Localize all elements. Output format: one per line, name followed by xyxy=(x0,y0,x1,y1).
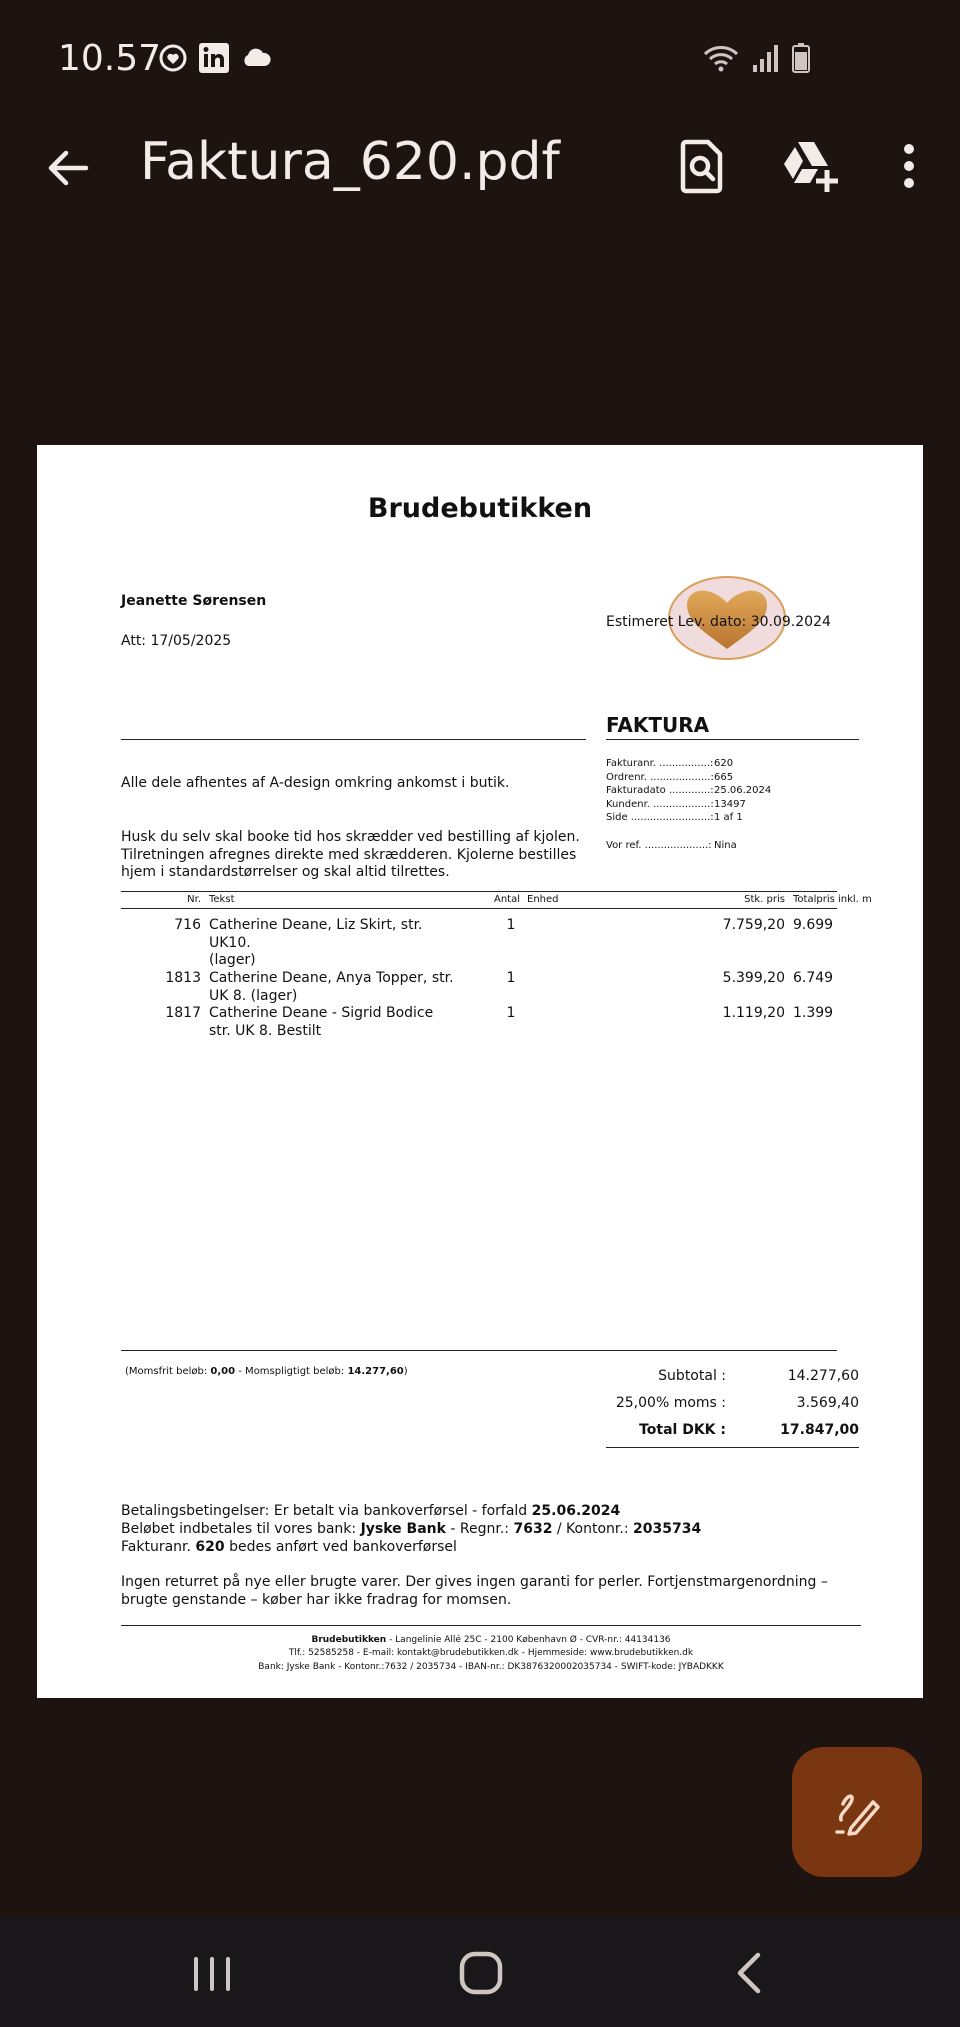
item-nr: 1813 xyxy=(165,970,201,986)
invoice-footer xyxy=(121,1634,861,1674)
item-nr: 1817 xyxy=(165,1005,201,1021)
tailor-note: Husk du selv skal booke tid hos skrædder ved bestilling af kjolen. Tilretningen afregnes direkte med skrædderen. Kjolerne bestilles hjem i standardstørrelser og skal altid tilrettes. xyxy=(121,829,580,880)
home-button[interactable] xyxy=(458,1950,504,1996)
col-unit: Enhed xyxy=(527,894,559,905)
invoice-meta xyxy=(606,757,771,852)
table-top-rule xyxy=(121,891,837,892)
divider xyxy=(121,739,586,740)
vat-row: 25,00% moms : 3.569,40 xyxy=(615,1394,859,1411)
item-price: 5.399,20 xyxy=(722,970,785,986)
meta-row: Vor ref. ....................: Nina xyxy=(606,839,737,851)
status-time: 10.57 xyxy=(58,38,162,79)
item-total: 9.699 xyxy=(793,917,834,933)
search-document-button[interactable] xyxy=(672,136,732,196)
signal-icon xyxy=(752,43,780,77)
back-button[interactable] xyxy=(40,140,96,196)
table-header-rule xyxy=(121,908,837,909)
cloud-icon xyxy=(240,46,272,74)
back-icon xyxy=(730,1950,770,1996)
total-row: Total DKK : 17.847,00 xyxy=(639,1421,859,1438)
meta-row: Side .........................: 1 af 1 xyxy=(606,812,743,824)
totals-rule xyxy=(606,1447,859,1448)
terms-line-2: Beløbet indbetales til vores bank: Jyske Bank - Regnr.: 7632 / Kontonr.: 2035734 xyxy=(121,1521,702,1537)
col-price: Stk. pris xyxy=(744,894,785,905)
more-vert-icon xyxy=(888,136,930,196)
col-total: Totalpris inkl. m xyxy=(793,894,872,905)
pickup-note: Alle dele afhentes af A-design omkring ankomst i butik. xyxy=(121,775,510,791)
more-options-button[interactable] xyxy=(888,136,930,196)
wifi-icon xyxy=(702,42,740,78)
customer-name: Jeanette Sørensen xyxy=(121,593,267,609)
item-nr: 716 xyxy=(174,917,201,933)
col-qty: Antal xyxy=(494,894,521,905)
status-icons-right xyxy=(702,42,810,78)
add-to-drive-button[interactable] xyxy=(780,136,842,196)
edit-fab-button[interactable] xyxy=(792,1747,922,1877)
item-text: Catherine Deane, Liz Skirt, str. UK10. (lager) xyxy=(209,917,423,969)
subtotal-row: Subtotal : 14.277,60 xyxy=(658,1367,859,1384)
back-arrow-icon xyxy=(40,140,96,196)
item-total: 1.399 xyxy=(793,1005,834,1021)
recents-icon xyxy=(190,1952,234,1996)
item-text: Catherine Deane - Sigrid Bodice str. UK 8. Bestilt xyxy=(209,1005,434,1039)
recents-button[interactable] xyxy=(190,1952,234,1996)
attention-line: Att: 17/05/2025 xyxy=(121,633,232,649)
meta-row: Fakturanr. ................: 620 xyxy=(606,758,734,769)
status-icons-left xyxy=(158,42,272,78)
item-text: Catherine Deane, Anya Topper, str. UK 8. (lager) xyxy=(209,970,454,1004)
nav-back-button[interactable] xyxy=(730,1950,770,1996)
table-row xyxy=(121,917,837,970)
item-qty: 1 xyxy=(506,970,516,986)
file-title: Faktura_620.pdf xyxy=(140,132,560,192)
meta-row: Kundenr. ..................: 13497 xyxy=(606,798,746,810)
meta-spacer xyxy=(606,825,771,839)
home-icon xyxy=(458,1950,504,1996)
status-bar xyxy=(0,0,960,120)
meta-row: Fakturadato .............: 25.06.2024 xyxy=(606,785,772,797)
col-nr: Nr. xyxy=(187,894,201,905)
col-text: Tekst xyxy=(209,894,235,905)
health-icon xyxy=(158,43,188,77)
estimated-delivery-date: Estimeret Lev. dato: 30.09.2024 xyxy=(606,614,831,630)
item-price: 7.759,20 xyxy=(722,917,785,933)
table-header xyxy=(121,894,872,907)
table-row xyxy=(121,970,837,1005)
footer-line-2: Tlf.: 52585258 - E-mail: kontakt@brudebutikken.dk - Hjemmeside: www.brudebutikken.dk xyxy=(288,1648,694,1659)
invoice-heading: FAKTURA xyxy=(606,713,710,737)
search-document-icon xyxy=(672,136,732,196)
footer-line-1: Brudebutikken - Langelinie Allé 25C - 2100 København Ø - CVR-nr.: 44134136 xyxy=(311,1635,671,1645)
shop-name: Brudebutikken xyxy=(367,493,593,524)
edit-pen-icon xyxy=(829,1784,885,1840)
item-total: 6.749 xyxy=(793,970,834,986)
divider xyxy=(606,739,859,740)
item-qty: 1 xyxy=(506,1005,516,1021)
table-bottom-rule xyxy=(121,1350,837,1351)
table-row xyxy=(121,1005,837,1040)
footer-line-3: Bank: Jyske Bank - Kontonr.:7632 / 2035734 - IBAN-nr.: DK3876320002035734 - SWIFT-kode: JYBADKKK xyxy=(258,1661,724,1672)
terms-line-3: Fakturanr. 620 bedes anført ved bankoverførsel xyxy=(121,1539,457,1555)
vat-breakdown: (Momsfrit beløb: 0,00 - Momspligtigt beløb: 14.277,60) xyxy=(125,1366,408,1377)
totals xyxy=(606,1362,859,1443)
item-qty: 1 xyxy=(506,917,516,933)
battery-icon xyxy=(792,43,810,77)
payment-terms xyxy=(121,1502,701,1556)
footer-rule xyxy=(121,1625,861,1626)
add-to-drive-icon xyxy=(780,136,842,196)
invoice-items xyxy=(121,917,837,1040)
linkedin-icon xyxy=(198,42,230,78)
item-price: 1.119,20 xyxy=(722,1005,785,1021)
terms-line-1: Betalingsbetingelser: Er betalt via bankoverførsel - forfald 25.06.2024 xyxy=(121,1503,621,1519)
disclaimer: Ingen returret på nye eller brugte varer. Der gives ingen garanti for perler. Fortjenstmargenordning – brugte genstande – køber har ikke fradrag for momsen. xyxy=(121,1574,828,1608)
meta-row: Ordrenr. ...................: 665 xyxy=(606,771,734,783)
pdf-page[interactable] xyxy=(37,445,923,1698)
